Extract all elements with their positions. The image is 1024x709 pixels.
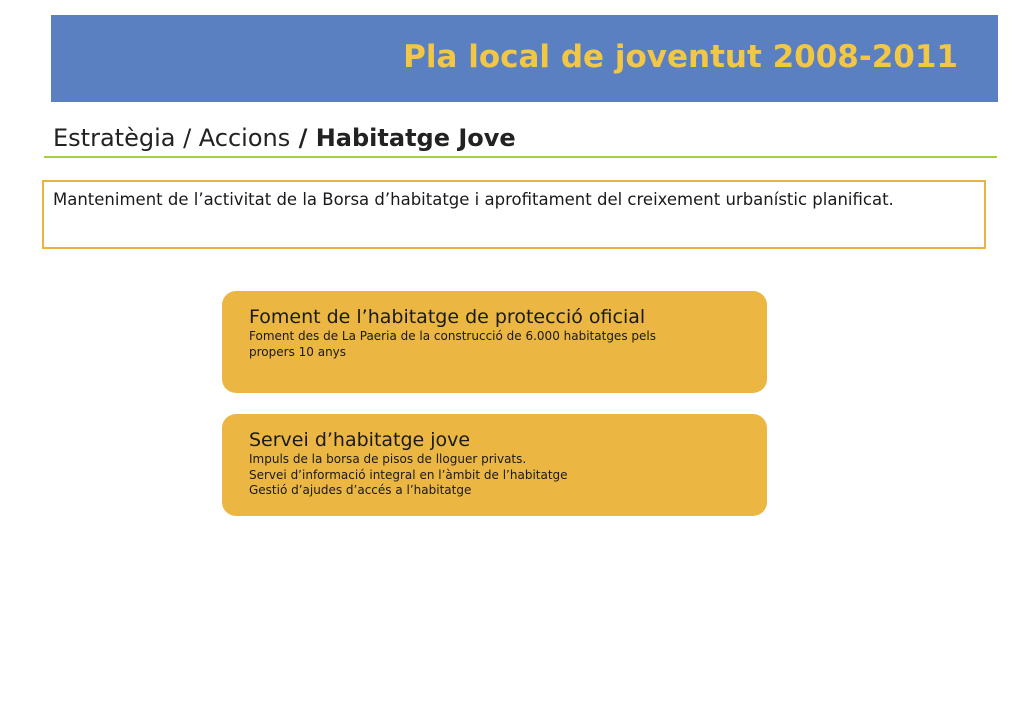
- objective-text: Manteniment de l’activitat de la Borsa d’habitatge i aprofitament del creixement urbanístic planificat.: [53, 190, 894, 209]
- action-card-details: [249, 452, 747, 499]
- action-card-line: Gestió d’ajudes d’accés a l’habitatge: [249, 483, 472, 497]
- action-card-line: Impuls de la borsa de pisos de lloguer privats.: [249, 452, 527, 466]
- breadcrumb-actions: Accions: [198, 124, 291, 152]
- action-card-details: [249, 329, 747, 360]
- action-card-line: Foment des de La Paeria de la construcció de 6.000 habitatges pels: [249, 329, 656, 343]
- action-card: [222, 414, 767, 516]
- breadcrumb-current: / Habitatge Jove: [290, 124, 516, 152]
- heading-divider: [44, 156, 997, 158]
- breadcrumb: [53, 124, 516, 152]
- action-card: [222, 291, 767, 393]
- objective-box: [42, 180, 986, 249]
- action-card-line: propers 10 anys: [249, 344, 347, 359]
- action-card-line: Servei d’informació integral en l’àmbit de l’habitatge: [249, 467, 568, 482]
- header-band: [51, 15, 998, 102]
- page-title: Pla local de joventut 2008-2011: [403, 39, 958, 75]
- action-card-title: Servei d’habitatge jove: [249, 429, 471, 451]
- breadcrumb-strategy: Estratègia: [53, 124, 176, 152]
- breadcrumb-separator: /: [175, 124, 199, 152]
- action-card-title: Foment de l’habitatge de protecció oficial: [249, 306, 646, 328]
